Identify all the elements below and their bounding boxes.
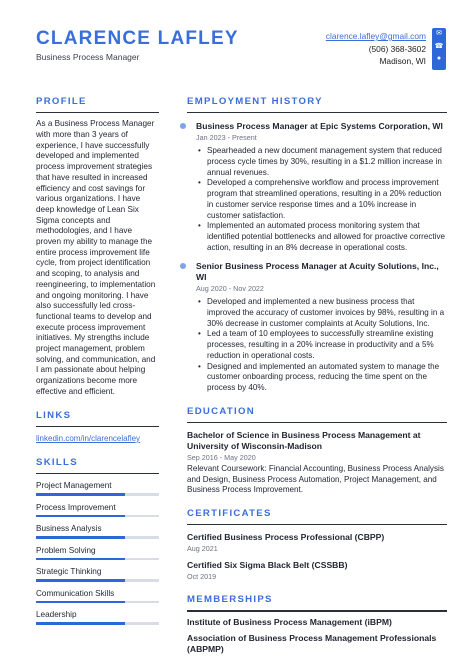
profile-text: As a Business Process Manager with more than 3 years of experience, I have successfully developed and implemented process improvement strategies that have resulted in increased efficiency and cost savings for various organizations. I have deep knowledge of Lean Six Sigma concepts and methodologies, and I have proven my ability to manage the entire process improvement life cycle, from project identification and scoping, to analysis and reengineering, to implementation and ongoing monitoring. I have also successfully led cross-functional teams to develop and execute process improvement initiatives. My strengths include project management, problem solving, and communication, and I am passionate about helping organizations become more effective and efficient. (36, 119, 156, 396)
skill-level (36, 579, 125, 581)
skill-name: Process Improvement (36, 502, 116, 512)
certificates-section (187, 508, 447, 582)
skill-name: Communication Skills (36, 588, 115, 598)
job-bullet: • Developed a comprehensive workflow and process improvement program that streamlined operations, resulting in a 20% reduction in customer service response times and a 10% increase in customer satisfaction. (196, 178, 447, 221)
membership-item: Association of Business Process Management Professionals (ABPMP) (187, 632, 437, 654)
job-bullet: • Spearheaded a new document management system that reduced process cycle times by 30%, resulting in a $1.2 million increase in annual revenues. (196, 146, 447, 178)
section-title-certificates: CERTIFICATES (187, 508, 272, 520)
skill-name: Project Management (36, 481, 112, 491)
skill-item (36, 480, 159, 496)
job-title: Senior Business Process Manager at Acuity Solutions, Inc., WI (196, 261, 439, 283)
skill-item (36, 523, 159, 539)
skill-level (36, 515, 125, 517)
linkedin-link[interactable]: linkedin.com/in/clarencelafley (36, 433, 141, 443)
contact-icons (432, 28, 446, 70)
profile-section (36, 96, 159, 398)
skill-item (36, 609, 159, 625)
employment-section (187, 96, 447, 394)
skill-level (36, 558, 125, 560)
skill-name: Business Analysis (36, 524, 102, 534)
skill-bar (36, 601, 159, 603)
certificate-date: Aug 2021 (187, 544, 218, 554)
job-title: Business Process Manager at Epic Systems Corporation, WI (196, 121, 443, 132)
certificate-date: Oct 2019 (187, 572, 217, 582)
skill-bar (36, 493, 159, 495)
skill-item (36, 545, 159, 561)
resume-header (36, 28, 446, 72)
education-section (187, 406, 447, 496)
timeline-dot (180, 123, 186, 129)
divider (187, 610, 447, 611)
location: Madison, WI (379, 56, 426, 66)
job-bullet: • Designed and implemented an automated system to manage the customer onboarding process, reducing the time spent on the process by 40%. (196, 362, 447, 394)
email-icon: ✉ (436, 30, 442, 37)
contact-info (326, 30, 426, 68)
job-date: Jan 2023 - Present (196, 133, 257, 143)
skills-list (36, 480, 159, 625)
skill-bar (36, 515, 159, 517)
phone-number: (506) 368-3602 (368, 43, 426, 54)
divider (36, 112, 159, 113)
job-entry (187, 261, 447, 393)
skill-item (36, 566, 159, 582)
location-icon: ● (436, 55, 442, 62)
skill-bar (36, 579, 159, 581)
job-bullet: • Implemented an automated process monitoring system that identified potential bottlenecks and allowed for proactive corrective action, resulting in an 8% decrease in operational costs. (196, 221, 447, 253)
skill-level (36, 493, 125, 495)
skill-item (36, 502, 159, 518)
job-entry (187, 121, 447, 253)
skill-bar (36, 558, 159, 560)
job-bullets (196, 297, 447, 393)
links-section (36, 410, 159, 443)
section-title-memberships: MEMBERSHIPS (187, 594, 273, 606)
skill-item (36, 588, 159, 604)
candidate-name: CLARENCE LAFLEY (36, 28, 239, 49)
certificate-list (187, 532, 447, 582)
right-column (187, 96, 447, 655)
left-column (36, 96, 159, 625)
skill-bar (36, 536, 159, 538)
memberships-section (187, 594, 447, 654)
divider (36, 426, 159, 427)
section-title-profile: PROFILE (36, 96, 87, 107)
certificate-name: Certified Business Process Professional (CBPP) (187, 532, 385, 543)
phone-icon: ☎ (434, 42, 444, 50)
timeline-dot (180, 263, 186, 269)
skills-section (36, 457, 159, 625)
skill-name: Strategic Thinking (36, 567, 102, 577)
skill-level (36, 601, 125, 603)
email-link[interactable]: clarence.lafley@gmail.com (325, 31, 426, 41)
job-title: Business Process Manager (36, 52, 140, 62)
certificate-item (187, 532, 447, 554)
job-bullet: • Developed and implemented a new business process that improved the accuracy of customer invoices by 98%, resulting in a 30% decrease in customer complaints at Acuity Solutions, Inc. (196, 297, 447, 329)
skill-bar (36, 622, 159, 624)
job-bullets (196, 146, 447, 253)
section-title-employment: EMPLOYMENT HISTORY (187, 96, 323, 107)
section-title-links: LINKS (36, 409, 72, 421)
job-bullet: • Led a team of 10 employees to successfully streamline existing processes, resulting in a 20% increase in productivity and a 5% reduction in operational costs. (196, 329, 447, 361)
certificate-item (187, 560, 447, 582)
skill-name: Problem Solving (36, 545, 96, 555)
job-date: Aug 2020 - Nov 2022 (196, 284, 264, 294)
membership-item: Institute of Business Process Management (iBPM) (187, 616, 392, 627)
skill-name: Leadership (36, 610, 77, 620)
divider (36, 473, 159, 474)
section-title-skills: SKILLS (36, 456, 78, 468)
skill-level (36, 622, 125, 624)
education-date: Sep 2016 - May 2020 (187, 452, 256, 462)
section-title-education: EDUCATION (187, 405, 256, 417)
certificate-name: Certified Six Sigma Black Belt (CSSBB) (187, 560, 348, 571)
divider (187, 524, 447, 525)
divider (187, 112, 447, 113)
coursework: Relevant Coursework: Financial Accounting, Business Process Analysis and Design, Business Process Automation, Project Management, and Business Process Improvement. (187, 463, 444, 495)
skill-level (36, 536, 125, 538)
degree: Bachelor of Science in Business Process Management at University of Wisconsin-Madison (187, 429, 421, 451)
divider (187, 422, 447, 423)
